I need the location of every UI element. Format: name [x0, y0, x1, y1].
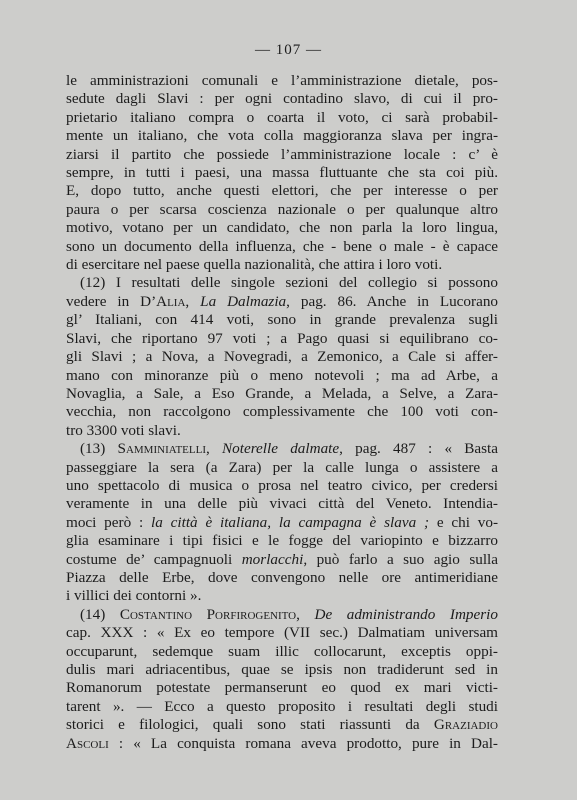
text-line [66, 293, 498, 311]
text-line [66, 385, 498, 403]
page-number: — 107 — [255, 42, 322, 58]
text-line [66, 146, 498, 164]
text-segment: sedute dagli Slavi : per ogni contadino slavo, di cui il pro- [66, 90, 498, 108]
text-segment: moci però : [66, 513, 152, 531]
text-line [66, 256, 498, 274]
text-line [66, 219, 498, 237]
text-line [66, 624, 498, 642]
text-line [66, 459, 498, 477]
text-segment: , [185, 292, 201, 310]
text-line [66, 348, 498, 366]
text-segment: gl’ Italiani, con 414 voti, sono in grande prevalenza sugli [66, 311, 498, 329]
italic-text: morlacchi [241, 550, 304, 568]
text-segment: : « La conquista romana aveva prodotto, pure in Dal- [108, 734, 498, 752]
text-segment: e chi vo- [429, 513, 498, 531]
text-line [66, 551, 498, 569]
text-segment: sempre, in tutti i paesi, una massa fluttuante che sta coi più. [66, 164, 498, 182]
text-line [66, 587, 498, 605]
text-segment: mente un italiano, che vota colla maggioranza slava per ingra- [66, 127, 498, 145]
text-line [66, 311, 498, 329]
text-segment: , pag. 86. Anche in Lucorano [286, 292, 499, 310]
smallcaps-text: Alia [156, 292, 186, 310]
text-line [66, 698, 498, 716]
text-segment: cap. XXX : « Ex eo tempore (VII sec.) Dalmatiam universam [66, 624, 498, 642]
text-line [66, 679, 498, 697]
text-segment: le amministrazioni comunali e l’amministrazione dietale, pos- [66, 72, 498, 89]
text-segment: passeggiare la sera (a Zara) per la calle lunga o assistere a [66, 458, 498, 476]
text-line [66, 127, 498, 145]
text-segment: veramente in una delle più vivaci città del Veneto. Intendia- [66, 495, 498, 513]
text-line [66, 201, 498, 219]
text-line [66, 109, 498, 127]
text-line [66, 440, 498, 458]
text-segment: , può farlo a suo agio sulla [303, 550, 499, 568]
text-segment: E, dopo tutto, anche questi elettori, che per interesse o per [66, 182, 498, 200]
text-segment: (12) I resultati delle singole sezioni del collegio si possono [80, 274, 498, 292]
text-segment: Slavi, che riportano 97 voti ; a Pago quasi si equilibrano co- [66, 329, 498, 347]
text-segment: i villici dei contorni ». [66, 587, 202, 605]
text-line [66, 72, 498, 90]
italic-text: la città è italiana, la campagna è slava ; [151, 513, 430, 531]
body-text [66, 72, 498, 753]
text-segment: tro 3300 voti slavi. [66, 421, 181, 439]
text-segment: prietario italiano compra o coarta il voto, ci sarà probabil- [66, 108, 498, 126]
text-segment: tarent ». — Ecco a questo proposito i resultati degli studi [66, 697, 498, 715]
text-line [66, 403, 498, 421]
text-segment: vedere in D’ [66, 292, 157, 310]
text-line [66, 422, 498, 440]
text-segment: storici e filologici, quali sono stati riassunti da [66, 716, 434, 734]
text-line [66, 238, 498, 256]
smallcaps-text: Costantino Porfirogenito [119, 605, 297, 623]
text-segment: sono un documento della influenza, che - bene o male - è capace [66, 237, 498, 255]
text-line [66, 495, 498, 513]
text-line [66, 735, 498, 753]
italic-text: Noterelle dalmate [222, 440, 340, 458]
text-segment: di esercitare nel paese quella nazionalità, che attira i loro voti. [66, 256, 443, 274]
text-segment: Piazza delle Erbe, dove convengono nelle ore antimeridiane [66, 568, 498, 586]
italic-text: De administrando Imperio [314, 605, 498, 623]
text-line [66, 477, 498, 495]
text-line [66, 643, 498, 661]
text-segment: glia esaminare i tipi fisici e le fogge del variopinto e bizzarro [66, 532, 498, 550]
italic-text: La Dalmazia [200, 292, 287, 310]
text-line [66, 716, 498, 734]
text-segment: , [206, 440, 223, 458]
text-segment: uno spettacolo di musica o prosa nel teatro civico, per credersi [66, 476, 498, 494]
text-line [66, 532, 498, 550]
text-segment: motivo, votano per un candidato, che non parla la loro lingua, [66, 219, 498, 237]
text-segment: gli Slavi ; a Nova, a Novegradi, a Zemonico, a Cale si affer- [66, 348, 498, 366]
text-segment: , [296, 605, 315, 623]
text-segment: mano con minoranze più o meno notevoli ; ma ad Arbe, a [66, 366, 498, 384]
text-segment: ziarsi il partito che possiede l’amministrazione locale : c’ è [66, 145, 498, 163]
text-segment: (14) [80, 605, 120, 623]
text-segment: paura o per scarsa coscienza nazionale o per qualunque altro [66, 200, 498, 218]
text-line [66, 514, 498, 532]
text-segment: vecchia, non raccolgono complessivamente che 100 voti con- [66, 403, 498, 421]
text-line [66, 274, 498, 292]
text-line [66, 367, 498, 385]
smallcaps-text: Samminiatelli [117, 440, 207, 458]
text-line [66, 164, 498, 182]
text-line [66, 606, 498, 624]
text-segment: Novaglia, a Sale, a Eso Grande, a Melada, a Selve, a Zara- [66, 384, 498, 402]
text-segment: (13) [80, 440, 118, 458]
text-segment: , pag. 487 : « Basta [339, 440, 499, 458]
text-segment: dulis mari adriacentibus, quae se ipsis non tradiderunt sed in [66, 661, 498, 678]
smallcaps-text: Graziadio [433, 716, 498, 734]
text-segment: costume de’ campagnuoli [66, 550, 242, 568]
text-line [66, 90, 498, 108]
text-segment: occuparunt, sedemque suam illic collocarunt, exceptis oppi- [66, 642, 498, 660]
text-line [66, 330, 498, 348]
text-segment: Romanorum potestate permanserunt eo quod ex mari victi- [66, 679, 498, 697]
text-line [66, 182, 498, 200]
text-line [66, 661, 498, 679]
smallcaps-text: Ascoli [66, 734, 109, 752]
text-line [66, 569, 498, 587]
